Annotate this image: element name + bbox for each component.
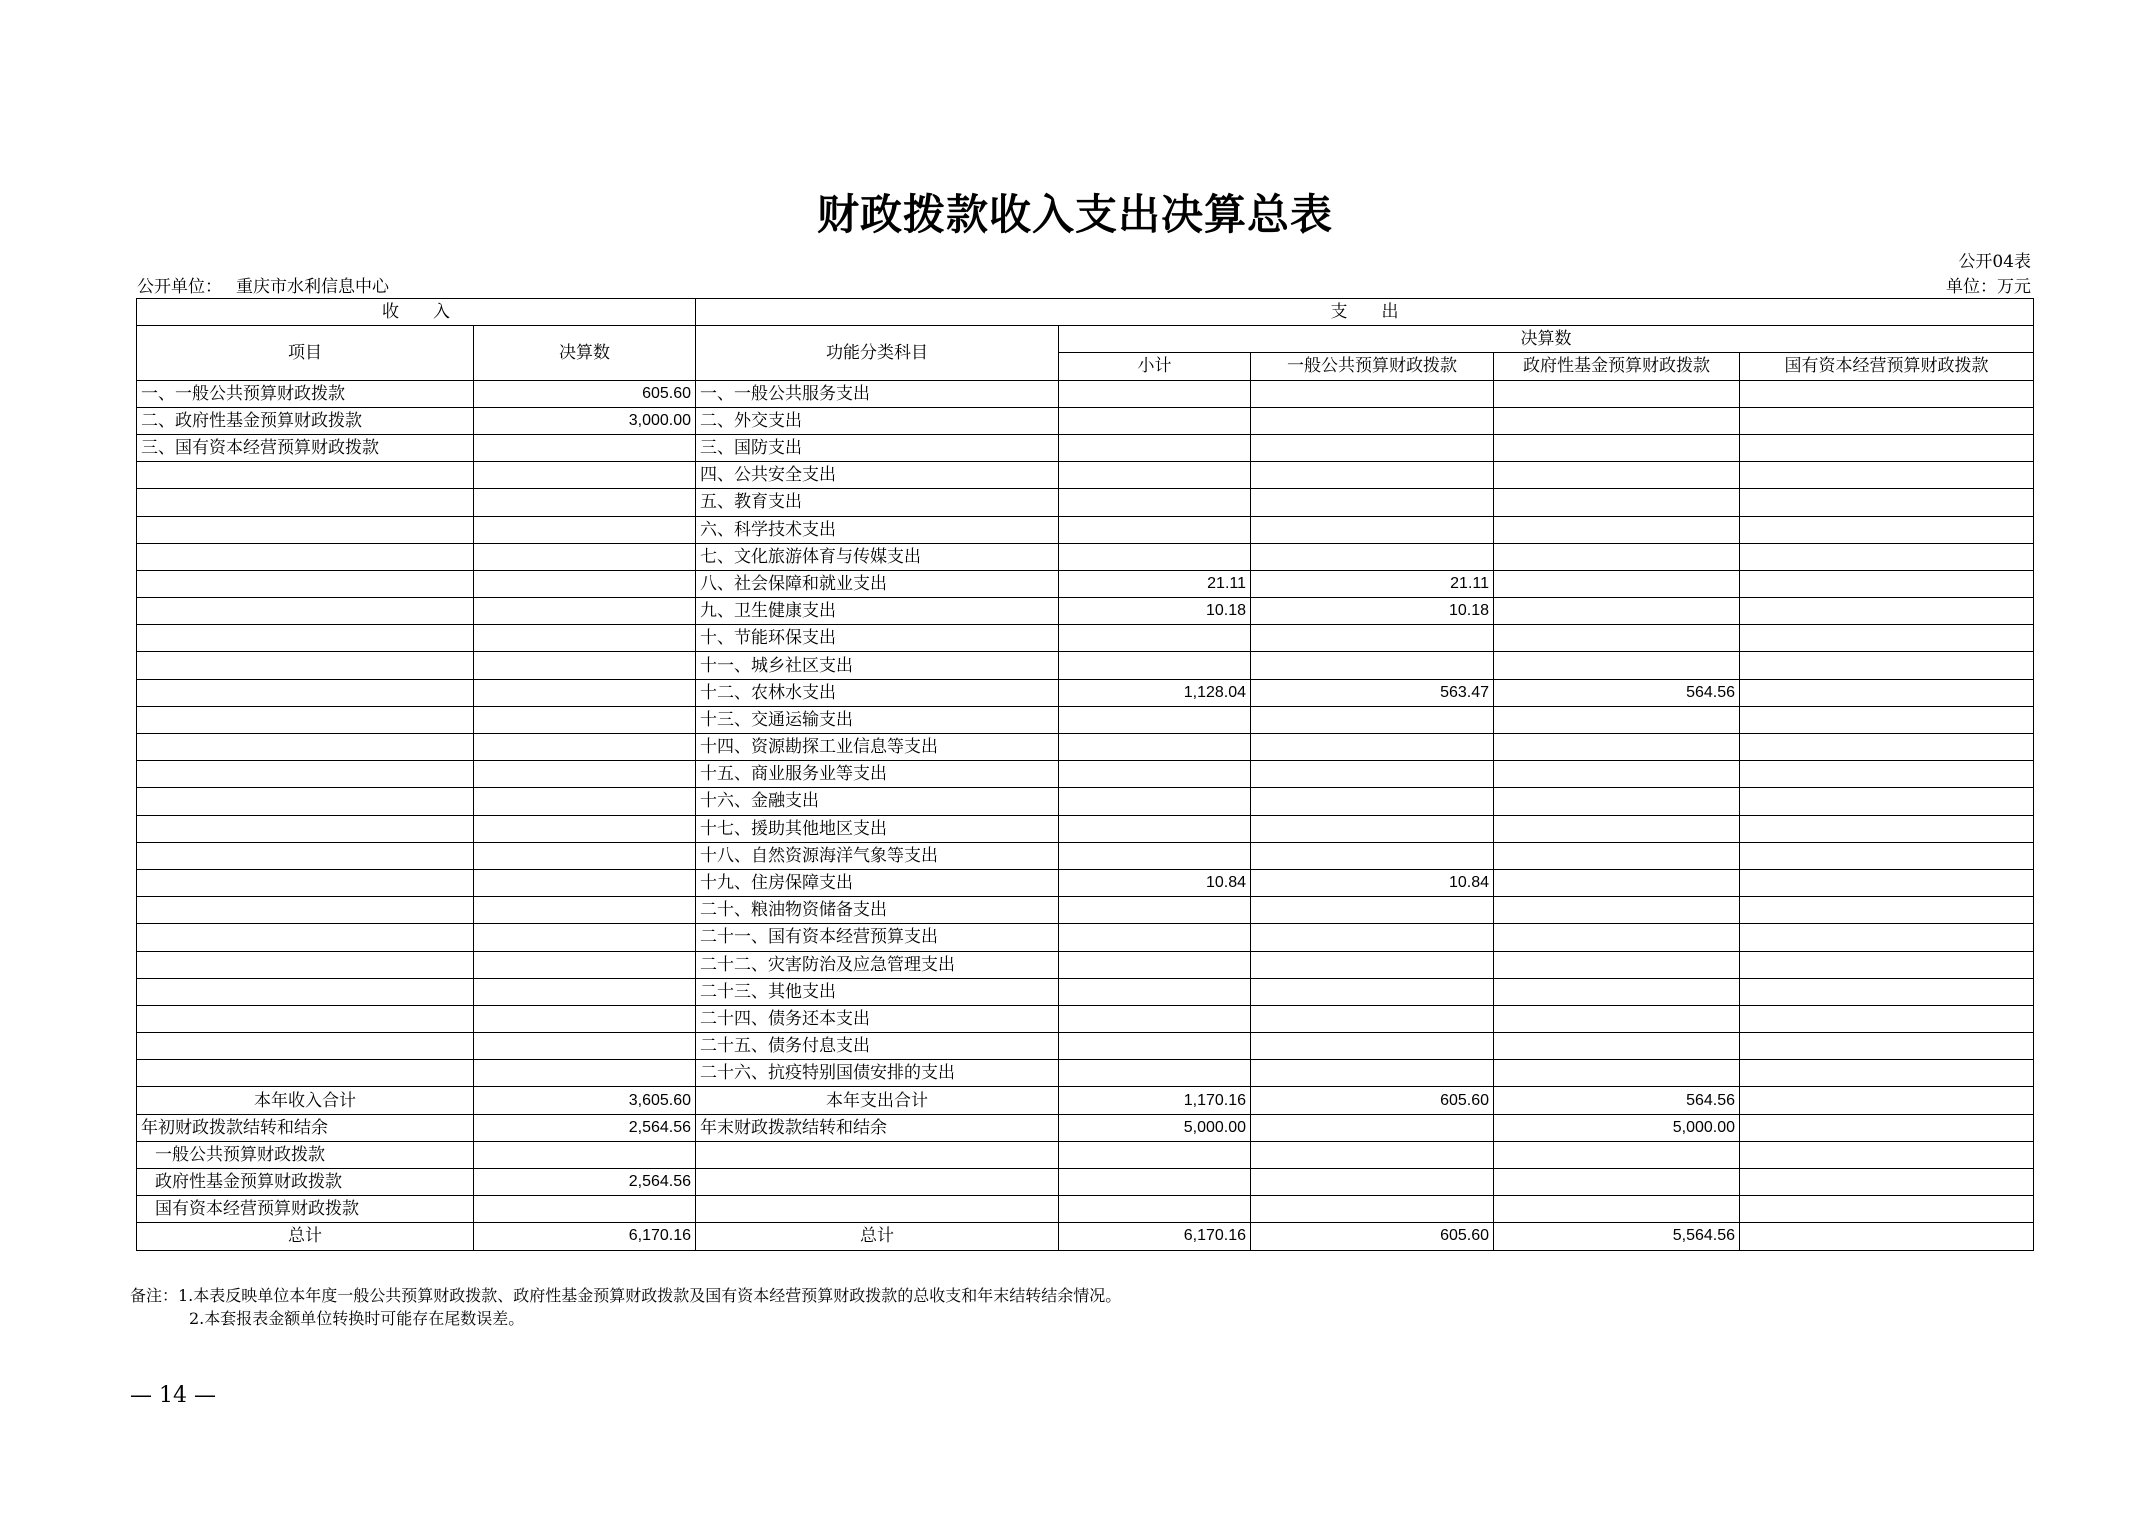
table-cell-amount: 605.60 (474, 380, 696, 407)
table-row (137, 761, 2034, 788)
table-cell-fund (1494, 462, 1740, 489)
carry-sub-row: 国有资本经营预算财政拨款 (137, 1196, 2034, 1223)
note-1: 备注：1.本表反映单位本年度一般公共预算财政拨款、政府性基金预算财政拨款及国有资本经营预算财政拨款的总收支和年末结转结余情况。 (130, 1286, 1122, 1305)
table-cell-amount (474, 434, 696, 461)
table-row (137, 951, 2034, 978)
final-amount-header: 决算数 (474, 326, 696, 380)
table-cell-item (137, 598, 474, 625)
table-cell-fund (1494, 652, 1740, 679)
grand-total-row: 总计 6,170.16 总计 6,170.16 605.60 5,564.56 (137, 1223, 2034, 1250)
table-cell-func: 十八、自然资源海洋气象等支出 (696, 842, 1059, 869)
table-cell-sub (1059, 897, 1251, 924)
year-total-row: 本年收入合计 3,605.60 本年支出合计 1,170.16 605.60 564.56 (137, 1087, 2034, 1114)
table-cell-sub (1059, 652, 1251, 679)
table-cell-amount (474, 924, 696, 951)
table-cell-cap (1740, 516, 2034, 543)
table-cell-func: 二十五、债务付息支出 (696, 1033, 1059, 1060)
table-cell-cap (1740, 1005, 2034, 1032)
table-row (137, 734, 2034, 761)
reporting-unit (137, 272, 389, 297)
table-cell-amount (474, 625, 696, 652)
table-cell-item (137, 978, 474, 1005)
table-cell-func: 二十二、灾害防治及应急管理支出 (696, 951, 1059, 978)
table-cell-gen (1251, 761, 1494, 788)
general-budget-header: 一般公共预算财政拨款 (1251, 353, 1494, 380)
table-cell-amount (474, 706, 696, 733)
table-cell-func: 十、节能环保支出 (696, 625, 1059, 652)
table-cell-cap (1740, 380, 2034, 407)
table-cell-item (137, 462, 474, 489)
table-cell-fund (1494, 625, 1740, 652)
table-cell-cap (1740, 869, 2034, 896)
table-cell-sub (1059, 1060, 1251, 1087)
page-number: — 14 — (130, 1383, 216, 1408)
table-row (137, 543, 2034, 570)
table-cell-item (137, 897, 474, 924)
table-row (137, 842, 2034, 869)
table-cell-sub (1059, 543, 1251, 570)
table-cell-func: 十三、交通运输支出 (696, 706, 1059, 733)
table-cell-func: 五、教育支出 (696, 489, 1059, 516)
table-row (137, 652, 2034, 679)
table-cell-func: 三、国防支出 (696, 434, 1059, 461)
table-row (137, 625, 2034, 652)
table-cell-func: 二十、粮油物资储备支出 (696, 897, 1059, 924)
table-cell-fund (1494, 897, 1740, 924)
table-cell-amount (474, 489, 696, 516)
table-cell-sub (1059, 516, 1251, 543)
currency-unit: 单位：万元 (1946, 277, 2031, 297)
table-cell-sub (1059, 842, 1251, 869)
table-cell-func: 十七、援助其他地区支出 (696, 815, 1059, 842)
unit-name: 重庆市水利信息中心 (236, 277, 389, 297)
table-row (137, 897, 2034, 924)
table-cell-sub (1059, 407, 1251, 434)
table-cell-fund (1494, 734, 1740, 761)
func-category-header: 功能分类科目 (696, 326, 1059, 380)
table-cell-func: 十一、城乡社区支出 (696, 652, 1059, 679)
table-row (137, 380, 2034, 407)
table-cell-item (137, 869, 474, 896)
table-cell-gen (1251, 516, 1494, 543)
table-cell-func: 二十六、抗疫特别国债安排的支出 (696, 1060, 1059, 1087)
table-row (137, 1005, 2034, 1032)
table-cell-item (137, 924, 474, 951)
table-cell-amount (474, 951, 696, 978)
table-cell-cap (1740, 706, 2034, 733)
income-header: 收 入 (137, 299, 696, 326)
table-cell-sub (1059, 1033, 1251, 1060)
table-cell-cap (1740, 951, 2034, 978)
table-cell-item: 二、政府性基金预算财政拨款 (137, 407, 474, 434)
table-cell-gen (1251, 1033, 1494, 1060)
table-cell-item (137, 1060, 474, 1087)
table-cell-cap (1740, 652, 2034, 679)
table-cell-item (137, 951, 474, 978)
table-cell-gen (1251, 543, 1494, 570)
table-row (137, 1033, 2034, 1060)
table-cell-gen (1251, 897, 1494, 924)
table-row (137, 679, 2034, 706)
table-cell-gen (1251, 788, 1494, 815)
table-cell-sub (1059, 434, 1251, 461)
table-cell-cap (1740, 924, 2034, 951)
table-cell-gen (1251, 462, 1494, 489)
note-2: 2.本套报表金额单位转换时可能存在尾数误差。 (189, 1309, 525, 1328)
table-cell-item (137, 625, 474, 652)
table-row (137, 489, 2034, 516)
table-cell-sub (1059, 1005, 1251, 1032)
table-cell-func: 一、一般公共服务支出 (696, 380, 1059, 407)
table-row (137, 706, 2034, 733)
table-cell-fund (1494, 978, 1740, 1005)
table-cell-func: 十五、商业服务业等支出 (696, 761, 1059, 788)
table-cell-func: 十四、资源勘探工业信息等支出 (696, 734, 1059, 761)
table-cell-gen: 563.47 (1251, 679, 1494, 706)
table-cell-cap (1740, 489, 2034, 516)
table-cell-gen (1251, 978, 1494, 1005)
table-cell-amount (474, 1060, 696, 1087)
table-cell-cap (1740, 598, 2034, 625)
table-cell-amount: 3,000.00 (474, 407, 696, 434)
form-number: 公开04表 (1958, 252, 2031, 272)
table-cell-amount (474, 598, 696, 625)
table-cell-sub: 1,128.04 (1059, 679, 1251, 706)
gov-fund-header: 政府性基金预算财政拨款 (1494, 353, 1740, 380)
carry-sub-row: 政府性基金预算财政拨款 2,564.56 (137, 1169, 2034, 1196)
table-cell-cap (1740, 1033, 2034, 1060)
table-cell-fund (1494, 516, 1740, 543)
table-cell-fund (1494, 842, 1740, 869)
table-cell-gen (1251, 951, 1494, 978)
table-cell-fund (1494, 1033, 1740, 1060)
table-cell-cap (1740, 462, 2034, 489)
table-cell-cap (1740, 842, 2034, 869)
table-cell-gen (1251, 380, 1494, 407)
table-cell-gen (1251, 734, 1494, 761)
table-cell-cap (1740, 1060, 2034, 1087)
table-cell-item (137, 543, 474, 570)
expense-header: 支 出 (696, 299, 2034, 326)
table-notes (130, 1284, 1121, 1330)
table-cell-func: 二十一、国有资本经营预算支出 (696, 924, 1059, 951)
table-cell-fund (1494, 706, 1740, 733)
table-cell-gen (1251, 706, 1494, 733)
item-header: 项目 (137, 326, 474, 380)
table-cell-item: 一、一般公共预算财政拨款 (137, 380, 474, 407)
table-cell-sub (1059, 815, 1251, 842)
table-cell-gen (1251, 842, 1494, 869)
table-cell-item: 三、国有资本经营预算财政拨款 (137, 434, 474, 461)
table-row (137, 434, 2034, 461)
budget-table (136, 298, 2034, 1251)
table-cell-item (137, 679, 474, 706)
table-row (137, 462, 2034, 489)
table-cell-amount (474, 897, 696, 924)
table-cell-fund (1494, 598, 1740, 625)
table-cell-gen (1251, 625, 1494, 652)
table-cell-amount (474, 462, 696, 489)
table-cell-sub (1059, 380, 1251, 407)
table-cell-sub: 10.84 (1059, 869, 1251, 896)
table-cell-item (137, 1033, 474, 1060)
table-cell-amount (474, 869, 696, 896)
table-cell-cap (1740, 679, 2034, 706)
table-cell-cap (1740, 543, 2034, 570)
table-cell-gen (1251, 434, 1494, 461)
table-cell-amount (474, 570, 696, 597)
table-cell-amount (474, 516, 696, 543)
table-cell-func: 十六、金融支出 (696, 788, 1059, 815)
table-cell-sub: 21.11 (1059, 570, 1251, 597)
table-cell-cap (1740, 734, 2034, 761)
table-cell-sub (1059, 788, 1251, 815)
table-cell-cap (1740, 625, 2034, 652)
table-cell-item (137, 788, 474, 815)
table-cell-gen: 21.11 (1251, 570, 1494, 597)
table-cell-cap (1740, 978, 2034, 1005)
table-cell-func: 十九、住房保障支出 (696, 869, 1059, 896)
table-cell-item (137, 761, 474, 788)
table-cell-sub (1059, 978, 1251, 1005)
table-cell-func: 二、外交支出 (696, 407, 1059, 434)
table-cell-func: 七、文化旅游体育与传媒支出 (696, 543, 1059, 570)
table-row (137, 516, 2034, 543)
table-cell-sub (1059, 924, 1251, 951)
table-cell-cap (1740, 815, 2034, 842)
table-cell-cap (1740, 434, 2034, 461)
unit-label: 公开单位： (137, 277, 222, 297)
table-cell-func: 六、科学技术支出 (696, 516, 1059, 543)
subtotal-header: 小计 (1059, 353, 1251, 380)
final-amount-group-header: 决算数 (1059, 326, 2034, 353)
table-cell-gen (1251, 815, 1494, 842)
table-row (137, 598, 2034, 625)
table-cell-sub (1059, 462, 1251, 489)
table-cell-sub (1059, 625, 1251, 652)
table-cell-item (137, 734, 474, 761)
table-row (137, 570, 2034, 597)
table-cell-gen: 10.18 (1251, 598, 1494, 625)
table-cell-cap (1740, 761, 2034, 788)
table-cell-item (137, 1005, 474, 1032)
table-row (137, 815, 2034, 842)
table-cell-fund (1494, 489, 1740, 516)
table-cell-func: 九、卫生健康支出 (696, 598, 1059, 625)
table-cell-cap (1740, 407, 2034, 434)
table-cell-fund (1494, 407, 1740, 434)
page-title: 财政拨款收入支出决算总表 (816, 190, 1333, 239)
table-cell-fund (1494, 815, 1740, 842)
table-cell-sub: 10.18 (1059, 598, 1251, 625)
table-cell-item (137, 842, 474, 869)
table-cell-func: 二十四、债务还本支出 (696, 1005, 1059, 1032)
table-cell-item (137, 570, 474, 597)
table-cell-gen (1251, 924, 1494, 951)
table-cell-cap (1740, 897, 2034, 924)
table-cell-func: 四、公共安全支出 (696, 462, 1059, 489)
table-cell-amount (474, 761, 696, 788)
table-cell-amount (474, 815, 696, 842)
table-cell-gen (1251, 407, 1494, 434)
table-cell-fund (1494, 924, 1740, 951)
table-cell-gen: 10.84 (1251, 869, 1494, 896)
table-cell-func: 八、社会保障和就业支出 (696, 570, 1059, 597)
table-cell-amount (474, 652, 696, 679)
table-row (137, 924, 2034, 951)
table-row (137, 978, 2034, 1005)
table-cell-fund (1494, 761, 1740, 788)
table-cell-gen (1251, 489, 1494, 516)
table-cell-sub (1059, 489, 1251, 516)
table-cell-sub (1059, 734, 1251, 761)
table-cell-func: 十二、农林水支出 (696, 679, 1059, 706)
table-cell-sub (1059, 951, 1251, 978)
table-cell-amount (474, 788, 696, 815)
table-cell-fund (1494, 951, 1740, 978)
table-row (137, 407, 2034, 434)
state-capital-header: 国有资本经营预算财政拨款 (1740, 353, 2034, 380)
table-cell-cap (1740, 788, 2034, 815)
table-row (137, 788, 2034, 815)
table-cell-fund (1494, 869, 1740, 896)
table-cell-fund (1494, 1005, 1740, 1032)
table-cell-item (137, 652, 474, 679)
table-cell-item (137, 489, 474, 516)
table-cell-amount (474, 679, 696, 706)
table-row (137, 1060, 2034, 1087)
table-cell-fund: 564.56 (1494, 679, 1740, 706)
table-cell-func: 二十三、其他支出 (696, 978, 1059, 1005)
carry-sub-row: 一般公共预算财政拨款 (137, 1141, 2034, 1168)
table-cell-sub (1059, 706, 1251, 733)
table-cell-gen (1251, 1060, 1494, 1087)
carry-row: 年初财政拨款结转和结余 2,564.56 年末财政拨款结转和结余 5,000.00 5,000.00 (137, 1114, 2034, 1141)
table-cell-sub (1059, 761, 1251, 788)
table-cell-amount (474, 734, 696, 761)
table-cell-gen (1251, 652, 1494, 679)
table-cell-item (137, 706, 474, 733)
table-cell-item (137, 815, 474, 842)
table-cell-fund (1494, 380, 1740, 407)
table-cell-amount (474, 543, 696, 570)
table-cell-fund (1494, 788, 1740, 815)
table-row (137, 869, 2034, 896)
table-cell-amount (474, 978, 696, 1005)
table-cell-item (137, 516, 474, 543)
table-cell-fund (1494, 570, 1740, 597)
table-cell-cap (1740, 570, 2034, 597)
table-cell-fund (1494, 543, 1740, 570)
table-cell-fund (1494, 1060, 1740, 1087)
table-cell-amount (474, 1005, 696, 1032)
table-cell-amount (474, 1033, 696, 1060)
table-cell-amount (474, 842, 696, 869)
table-cell-fund (1494, 434, 1740, 461)
table-cell-gen (1251, 1005, 1494, 1032)
